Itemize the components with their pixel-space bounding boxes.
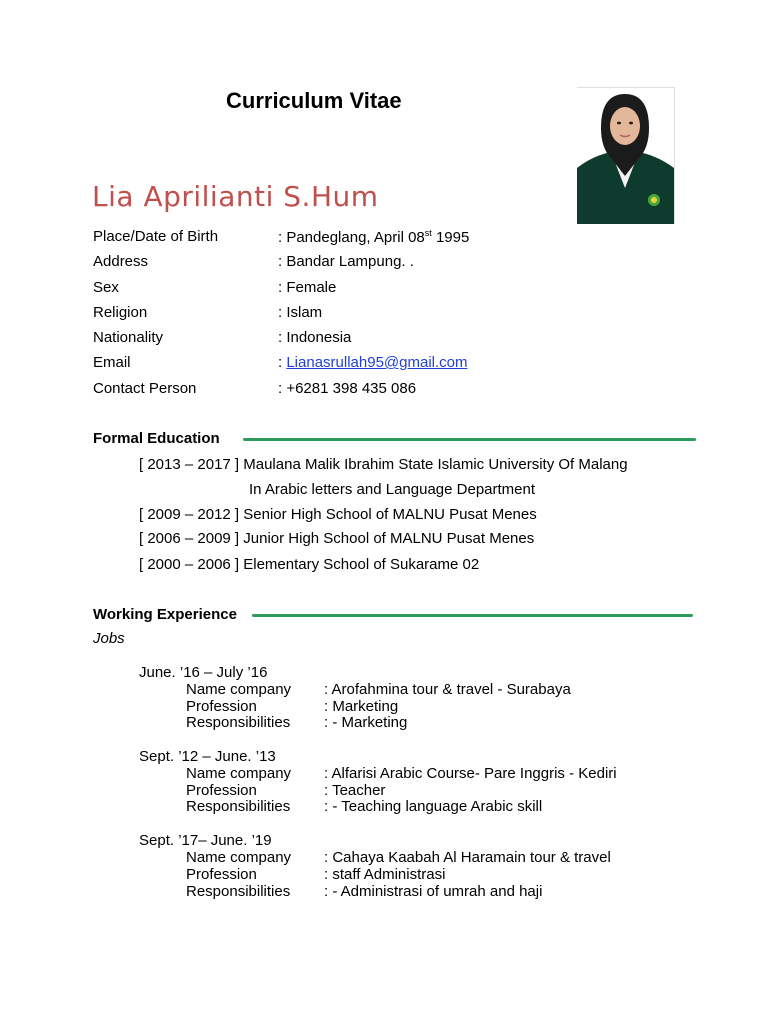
- value-email: [278, 354, 468, 371]
- value-birth-text: : Pandeglang, April 08: [278, 229, 425, 246]
- label-birth: Place/Date of Birth: [93, 228, 219, 245]
- job-period: June. ’16 – July ’16: [139, 664, 268, 681]
- job-field-label: Profession: [186, 698, 257, 715]
- education-heading: Formal Education: [93, 430, 220, 447]
- job-field-label: Profession: [186, 866, 257, 883]
- value-contact: : +6281 398 435 086: [278, 380, 417, 397]
- job-profession: : Teacher: [324, 782, 386, 799]
- label-religion: Religion: [93, 304, 148, 321]
- document-title: Curriculum Vitae: [226, 88, 402, 113]
- education-entry: [ 2013 – 2017 ] Maulana Malik Ibrahim State Islamic University Of Malang: [139, 456, 628, 473]
- profile-photo: [577, 87, 675, 224]
- label-email: Email: [93, 354, 131, 371]
- job-field-label: Name company: [186, 849, 292, 866]
- job-field-label: Profession: [186, 782, 257, 799]
- job-period: Sept. ’17– June. ’19: [139, 832, 272, 849]
- profile-photo-image: [577, 88, 674, 224]
- label-contact: Contact Person: [93, 380, 197, 397]
- job-profession: : staff Administrasi: [324, 866, 446, 883]
- job-company: : Cahaya Kaabah Al Haramain tour & travel: [324, 849, 611, 866]
- value-nationality: : Indonesia: [278, 329, 352, 346]
- email-colon: :: [278, 354, 287, 371]
- job-field-label: Name company: [186, 765, 292, 782]
- education-divider: [243, 438, 696, 441]
- job-responsibilities: : - Administrasi of umrah and haji: [324, 883, 543, 900]
- education-entry: [ 2006 – 2009 ] Junior High School of MALNU Pusat Menes: [139, 530, 535, 547]
- job-field-label: Responsibilities: [186, 798, 291, 815]
- job-company: : Alfarisi Arabic Course- Pare Inggris - Kediri: [324, 765, 617, 782]
- label-sex: Sex: [93, 279, 119, 296]
- value-address: : Bandar Lampung. .: [278, 253, 414, 270]
- value-birth-sup: st: [424, 228, 432, 238]
- label-address: Address: [93, 253, 149, 270]
- job-responsibilities: : - Marketing: [324, 714, 408, 731]
- job-period: Sept. ’12 – June. ’13: [139, 748, 276, 765]
- job-responsibilities: : - Teaching language Arabic skill: [324, 798, 543, 815]
- value-sex: : Female: [278, 279, 337, 296]
- job-field-label: Responsibilities: [186, 883, 291, 900]
- job-field-label: Responsibilities: [186, 714, 291, 731]
- value-birth-year: 1995: [431, 229, 470, 246]
- jobs-subheading: Jobs: [93, 630, 125, 647]
- education-entry-detail: In Arabic letters and Language Department: [249, 481, 536, 498]
- education-entry: [ 2000 – 2006 ] Elementary School of Sukarame 02: [139, 556, 480, 573]
- job-company: : Arofahmina tour & travel - Surabaya: [324, 681, 571, 698]
- job-field-label: Name company: [186, 681, 292, 698]
- candidate-name: Lia Aprilianti S.Hum: [92, 180, 379, 213]
- experience-heading: Working Experience: [93, 606, 237, 623]
- job-profession: : Marketing: [324, 698, 399, 715]
- value-religion: : Islam: [278, 304, 323, 321]
- label-nationality: Nationality: [93, 329, 164, 346]
- value-birth: [278, 228, 469, 246]
- email-link[interactable]: Lianasrullah95@gmail.com: [286, 354, 468, 371]
- experience-divider: [252, 614, 693, 617]
- education-entry: [ 2009 – 2012 ] Senior High School of MALNU Pusat Menes: [139, 506, 537, 523]
